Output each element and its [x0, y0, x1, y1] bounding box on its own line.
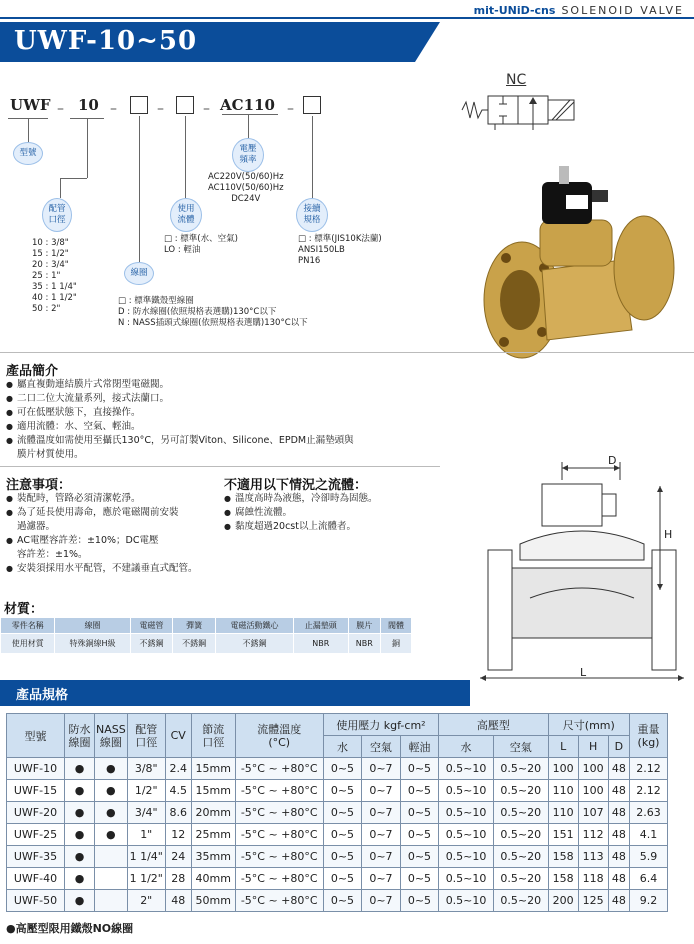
table-cell: -5°C ~ +80°C	[235, 868, 323, 890]
spec-subheader: H	[578, 736, 608, 758]
table-cell	[95, 890, 128, 912]
table-cell: 100	[548, 758, 578, 780]
material-header: 零件名稱	[1, 618, 55, 634]
table-cell	[95, 846, 128, 868]
table-cell: UWF-40	[7, 868, 65, 890]
fluid-list: □ : 標準(水、空氣) LO : 輕油	[164, 234, 238, 255]
table-cell: 0.5~20	[493, 802, 548, 824]
dash: –	[157, 101, 164, 117]
table-cell: 3/8"	[127, 758, 165, 780]
material-header: 膜片	[348, 618, 380, 634]
table-cell: 4.1	[630, 824, 668, 846]
table-row	[7, 846, 668, 868]
table-cell: 110	[548, 802, 578, 824]
intro-list	[6, 378, 436, 462]
table-cell: 100	[578, 780, 608, 802]
spec-subheader: L	[548, 736, 578, 758]
table-cell: -5°C ~ +80°C	[235, 758, 323, 780]
spec-subheader: 水	[439, 736, 494, 758]
table-cell: ●	[95, 758, 128, 780]
table-cell: 107	[578, 802, 608, 824]
coil-code-box	[130, 96, 148, 114]
table-cell: 0~7	[362, 802, 400, 824]
material-cell: 銅	[380, 634, 411, 654]
table-row	[7, 868, 668, 890]
table-cell: 0.5~20	[493, 890, 548, 912]
spec-header: 流體溫度 (°C)	[235, 714, 323, 758]
table-cell: 0~5	[400, 890, 439, 912]
table-cell: 2.63	[630, 802, 668, 824]
dash: –	[203, 101, 210, 117]
table-cell: 118	[578, 868, 608, 890]
connect-code-box	[303, 96, 321, 114]
material-header: 閥體	[380, 618, 411, 634]
table-cell: UWF-35	[7, 846, 65, 868]
dim-d: D	[608, 454, 617, 467]
table-cell: 158	[548, 846, 578, 868]
spec-header: 型號	[7, 714, 65, 758]
table-cell: 158	[548, 868, 578, 890]
table-cell: ●	[65, 846, 95, 868]
dash: –	[110, 101, 117, 117]
table-cell: 0~5	[323, 824, 361, 846]
spec-header: 節流 口徑	[191, 714, 235, 758]
fluid-label: 使用 流體	[170, 198, 202, 232]
notes-list	[6, 492, 221, 576]
table-cell: ●	[95, 824, 128, 846]
table-cell: 25mm	[191, 824, 235, 846]
spec-header: 重量 (kg)	[630, 714, 668, 758]
table-cell: 0.5~10	[439, 824, 494, 846]
table-cell: 100	[578, 758, 608, 780]
table-cell: 125	[578, 890, 608, 912]
table-cell: 0~7	[362, 868, 400, 890]
table-cell: 0~5	[400, 802, 439, 824]
valve-symbol-icon	[460, 88, 580, 130]
table-cell: 112	[578, 824, 608, 846]
table-cell: 2"	[127, 890, 165, 912]
table-cell: -5°C ~ +80°C	[235, 780, 323, 802]
table-cell: 48	[608, 780, 629, 802]
list-item: ● 二口二位大流量系列，接式法蘭口。	[6, 392, 436, 406]
spec-header: NASS 線圈	[95, 714, 128, 758]
table-cell: 0~5	[400, 758, 439, 780]
table-cell: 0.5~10	[439, 890, 494, 912]
table-cell: 0.5~20	[493, 780, 548, 802]
table-cell: 0~7	[362, 758, 400, 780]
table-cell: 9.2	[630, 890, 668, 912]
spec-subheader: 輕油	[400, 736, 439, 758]
table-row	[7, 780, 668, 802]
table-cell: 48	[608, 802, 629, 824]
table-cell: 50mm	[191, 890, 235, 912]
table-cell: ●	[65, 868, 95, 890]
brand-header	[474, 4, 684, 17]
voltage-list: AC220V(50/60)Hz AC110V(50/60)Hz DC24V	[208, 172, 284, 204]
table-row	[7, 802, 668, 824]
table-cell: UWF-20	[7, 802, 65, 824]
list-item: ● 流體溫度如需使用至攝氏130°C，另可訂製Viton、Silicone、EPDM止漏墊頭與 膜片材質使用。	[6, 434, 436, 462]
material-header: 電磁活動鐵心	[216, 618, 294, 634]
table-cell: UWF-15	[7, 780, 65, 802]
intro-title: 產品簡介	[6, 364, 59, 379]
material-cell: NBR	[294, 634, 348, 654]
spec-title: 產品規格	[16, 688, 69, 703]
material-cell: 不銹鋼	[216, 634, 294, 654]
list-item: ● 腐蝕性流體。	[224, 506, 444, 520]
table-cell: 0.5~20	[493, 868, 548, 890]
table-cell: 113	[578, 846, 608, 868]
table-cell: 1 1/4"	[127, 846, 165, 868]
table-cell: 0.5~10	[439, 846, 494, 868]
coil-list: □ : 標準鐵殼型線圈 D : 防水線圈(依照規格表選購)130°C以下 N : NASS插頭式線圈(依照規格表選購)130°C以下	[118, 296, 308, 328]
model-type-label: 型號	[13, 142, 43, 165]
table-cell	[95, 868, 128, 890]
connect-label: 接續 規格	[296, 198, 328, 232]
table-cell: ●	[65, 824, 95, 846]
dimension-drawing	[470, 448, 692, 686]
table-cell: 1"	[127, 824, 165, 846]
table-cell: 12	[165, 824, 191, 846]
material-cell: 不銹鋼	[173, 634, 216, 654]
table-cell: ●	[95, 802, 128, 824]
table-cell: 0~5	[323, 802, 361, 824]
brand-logo: mit-UNiD-cns	[473, 4, 556, 17]
material-cell: NBR	[348, 634, 380, 654]
list-item: ● 可在低壓狀態下，直接操作。	[6, 406, 436, 420]
table-cell: 0~7	[362, 780, 400, 802]
table-cell: -5°C ~ +80°C	[235, 846, 323, 868]
table-cell: 24	[165, 846, 191, 868]
table-cell: 0~5	[323, 868, 361, 890]
material-title: 材質：	[4, 602, 44, 617]
spec-banner	[0, 680, 470, 706]
spec-subheader: 空氣	[493, 736, 548, 758]
table-cell: 151	[548, 824, 578, 846]
model-prefix: UWF	[10, 96, 51, 114]
list-item: ● 屬直複動連結膜片式常閉型電磁閥。	[6, 378, 436, 392]
table-cell: 1 1/2"	[127, 868, 165, 890]
table-cell: 2.12	[630, 780, 668, 802]
table-cell: 0.5~10	[439, 802, 494, 824]
nc-label: NC	[506, 72, 527, 88]
list-item: ● 為了延長使用壽命，應於電磁閥前安裝 過濾器。	[6, 506, 221, 534]
table-cell: 0.5~20	[493, 824, 548, 846]
table-cell: 0.5~10	[439, 868, 494, 890]
list-item: ● 適用流體：水、空氣、輕油。	[6, 420, 436, 434]
table-row	[7, 824, 668, 846]
model-size: 10	[78, 96, 99, 114]
spec-subheader: 水	[323, 736, 361, 758]
model-voltage: AC110	[220, 96, 275, 114]
table-cell: 15mm	[191, 780, 235, 802]
notes-title: 注意事項：	[6, 478, 72, 493]
product-photo	[462, 150, 687, 365]
table-cell: 0~5	[400, 780, 439, 802]
table-cell: 40mm	[191, 868, 235, 890]
table-cell: 35mm	[191, 846, 235, 868]
table-cell: 28	[165, 868, 191, 890]
table-cell: 0~5	[323, 890, 361, 912]
table-cell: 3/4"	[127, 802, 165, 824]
material-cell: 使用材質	[1, 634, 55, 654]
table-cell: 48	[608, 758, 629, 780]
spec-header: 配管 口徑	[127, 714, 165, 758]
table-cell: 0~5	[400, 868, 439, 890]
table-cell: 200	[548, 890, 578, 912]
dash: –	[287, 101, 294, 117]
voltage-label: 電壓 頻率	[232, 138, 264, 172]
table-cell: UWF-50	[7, 890, 65, 912]
table-cell: 8.6	[165, 802, 191, 824]
table-cell: 2.12	[630, 758, 668, 780]
spec-header: 尺寸(mm)	[548, 714, 629, 736]
table-cell: 110	[548, 780, 578, 802]
table-cell: 0~7	[362, 890, 400, 912]
material-cell: 特殊銅線H級	[55, 634, 130, 654]
table-cell: 1/2"	[127, 780, 165, 802]
table-cell: 15mm	[191, 758, 235, 780]
dash: –	[57, 101, 64, 117]
list-item: ● AC電壓容許差：±10%；DC電壓 容許差：±1%。	[6, 534, 221, 562]
table-cell: ●	[65, 758, 95, 780]
table-cell: 48	[165, 890, 191, 912]
table-cell: 0~5	[400, 824, 439, 846]
list-item: ● 溫度高時為液態，冷卻時為固態。	[224, 492, 444, 506]
spec-table	[6, 713, 668, 912]
material-header: 止漏墊頭	[294, 618, 348, 634]
table-cell: ●	[65, 802, 95, 824]
dim-h: H	[664, 528, 673, 541]
material-cell: 不銹鋼	[130, 634, 173, 654]
table-cell: 6.4	[630, 868, 668, 890]
fluid-code-box	[176, 96, 194, 114]
notsuit-list	[224, 492, 444, 534]
table-cell: ●	[65, 780, 95, 802]
table-cell: 5.9	[630, 846, 668, 868]
spec-subheader: D	[608, 736, 629, 758]
spec-header: CV	[165, 714, 191, 758]
table-cell: 0.5~20	[493, 846, 548, 868]
port-list: 10 : 3/8" 15 : 1/2" 20 : 3/4" 25 : 1" 35 : 1 1/4" 40 : 1 1/2" 50 : 2"	[32, 238, 77, 314]
notsuit-title: 不適用以下情況之流體：	[224, 478, 368, 493]
table-cell: 0~5	[323, 780, 361, 802]
list-item: ● 黏度超過20cst以上流體者。	[224, 520, 444, 534]
table-cell: 0~7	[362, 824, 400, 846]
table-cell: -5°C ~ +80°C	[235, 824, 323, 846]
table-cell: 4.5	[165, 780, 191, 802]
table-cell: 2.4	[165, 758, 191, 780]
coil-label: 線圈	[124, 262, 154, 285]
material-header: 電磁管	[130, 618, 173, 634]
page-title: UWF-10~50	[14, 26, 198, 56]
port-label: 配管 口徑	[42, 198, 72, 232]
table-cell: 48	[608, 824, 629, 846]
table-cell: 48	[608, 846, 629, 868]
table-cell: 0.5~10	[439, 758, 494, 780]
top-rule	[0, 17, 694, 19]
table-row	[7, 758, 668, 780]
table-cell: 48	[608, 890, 629, 912]
list-item: ● 安裝須採用水平配管，不建議垂直式配管。	[6, 562, 221, 576]
table-cell: 0.5~20	[493, 758, 548, 780]
table-cell: UWF-10	[7, 758, 65, 780]
table-cell: 0~5	[323, 846, 361, 868]
table-cell: 0~7	[362, 846, 400, 868]
table-cell: UWF-25	[7, 824, 65, 846]
spec-header: 使用壓力 kgf-cm²	[323, 714, 438, 736]
brand-subtitle: SOLENOID VALVE	[561, 4, 684, 17]
table-cell: ●	[95, 780, 128, 802]
table-cell: 0~5	[400, 846, 439, 868]
spec-footnote: ●高壓型限用鐵殼NO線圈	[6, 922, 134, 935]
dim-l: L	[580, 666, 587, 679]
table-cell: 0.5~10	[439, 780, 494, 802]
table-cell: 20mm	[191, 802, 235, 824]
spec-header: 高壓型	[439, 714, 548, 736]
table-cell: 48	[608, 868, 629, 890]
connect-list: □ : 標準(JIS10K法蘭) ANSI150LB PN16	[298, 234, 382, 266]
spec-subheader: 空氣	[362, 736, 400, 758]
table-cell: -5°C ~ +80°C	[235, 890, 323, 912]
table-cell: -5°C ~ +80°C	[235, 802, 323, 824]
table-cell: 0~5	[323, 758, 361, 780]
table-row	[7, 890, 668, 912]
material-header: 線圈	[55, 618, 130, 634]
spec-header: 防水 線圈	[65, 714, 95, 758]
material-table	[0, 617, 412, 654]
material-header: 彈簧	[173, 618, 216, 634]
list-item: ● 裝配時，管路必須清潔乾淨。	[6, 492, 221, 506]
table-cell: ●	[65, 890, 95, 912]
